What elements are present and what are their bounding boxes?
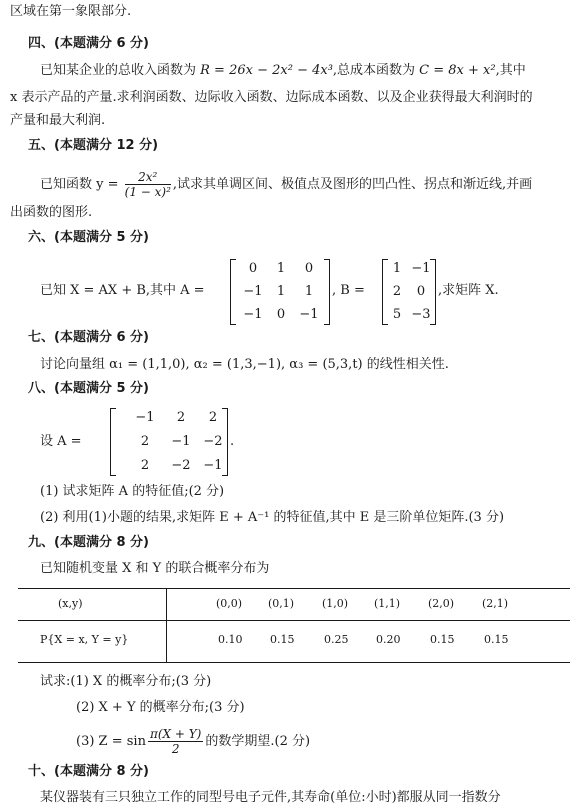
text-span: ,其中	[495, 63, 526, 78]
paragraph-line	[40, 170, 532, 200]
matrix-entry: 0	[248, 261, 258, 276]
equation-prefix: 设 A =	[40, 434, 82, 449]
text-line: 区域在第一象限部分.	[10, 4, 132, 19]
table-header-cell: (1,1)	[374, 597, 401, 610]
matrix-entry: 1	[392, 261, 402, 276]
table-header-cell: (2,1)	[482, 597, 509, 610]
text-span: ,总成本函数为	[332, 63, 420, 78]
paragraph-line: 已知随机变量 X 和 Y 的联合概率分布为	[40, 561, 270, 576]
question-item: (2) 利用(1)小题的结果,求矩阵 E + A⁻¹ 的特征值,其中 E 是三阶单位矩阵.(3 分)	[40, 510, 505, 525]
section-heading: 九、(本题满分 8 分)	[28, 535, 149, 550]
table-header-cell: (1,0)	[322, 597, 349, 610]
equation-mid: , B =	[332, 283, 365, 298]
text-span: 已知某企业的总收入函数为	[40, 63, 201, 78]
matrix-entry: −1	[243, 307, 263, 322]
equation-prefix: 已知 X = AX + B,其中 A =	[40, 283, 205, 298]
table-cell: 0.10	[218, 633, 243, 646]
matrix-entry: −1	[203, 458, 223, 473]
table-header-cell: (2,0)	[428, 597, 455, 610]
text-span: ,试求其单调区间、极值点及图形的凹凸性、拐点和渐近线,并画	[172, 177, 533, 192]
question-item: (2) X + Y 的概率分布;(3 分)	[76, 700, 245, 715]
matrix-entry: −1	[243, 284, 263, 299]
matrix-entry: 5	[392, 307, 402, 322]
matrix-entry: 2	[140, 458, 150, 473]
matrix-entry: −1	[171, 434, 191, 449]
text-span: 的数学期望.(2 分)	[205, 734, 311, 749]
table-cell: 0.25	[324, 633, 349, 646]
matrix-entry: 0	[304, 261, 314, 276]
matrix-B	[382, 259, 436, 325]
fraction	[125, 170, 171, 199]
fraction-denominator: (1 − x)²	[124, 185, 171, 199]
equation-suffix: .	[230, 434, 235, 449]
table-rule	[18, 588, 570, 589]
matrix-entry: −1	[411, 261, 431, 276]
matrix-entry: 1	[276, 261, 286, 276]
paragraph-line	[40, 63, 526, 79]
matrix-entry: 2	[176, 410, 186, 425]
table-header-cell: (0,1)	[268, 597, 295, 610]
matrix-entry: −1	[135, 410, 155, 425]
section-heading: 四、(本题满分 6 分)	[28, 36, 149, 51]
fraction	[148, 727, 203, 756]
paragraph-line: x 表示产品的产量.求利润函数、边际收入函数、边际成本函数、以及企业获得最大利润时的	[10, 90, 533, 105]
matrix-bracket	[324, 259, 330, 325]
matrix-entry: 2	[140, 434, 150, 449]
math-expression: R = 26x − 2x² − 4x³	[200, 63, 333, 78]
question-item: (1) 试求矩阵 A 的特征值;(2 分)	[40, 484, 225, 499]
matrix-entry: 2	[208, 410, 218, 425]
matrix-entry: −2	[171, 458, 191, 473]
paragraph-line: 出函数的图形.	[10, 205, 93, 220]
matrix-entry: 2	[392, 284, 402, 299]
matrix-entry: −1	[299, 307, 319, 322]
matrix-entry: 0	[276, 307, 286, 322]
matrix-bracket	[230, 259, 236, 325]
table-rule	[18, 662, 570, 663]
section-heading: 七、(本题满分 6 分)	[28, 330, 149, 345]
table-cell: 0.15	[484, 633, 509, 646]
matrix-entry: 1	[304, 284, 314, 299]
matrix-entry: −3	[411, 307, 431, 322]
math-expression: C = 8x + x²	[419, 63, 496, 78]
fraction-denominator: 2	[171, 742, 180, 756]
fraction-numerator: π(X + Y)	[149, 727, 202, 741]
question-item	[76, 727, 310, 757]
section-heading: 六、(本题满分 5 分)	[28, 230, 149, 245]
paragraph-line: 产量和最大利润.	[10, 113, 106, 128]
table-cell: 0.20	[376, 633, 401, 646]
matrix-A	[230, 259, 330, 325]
matrix-A	[110, 408, 228, 476]
matrix-entry: 1	[276, 284, 286, 299]
fraction-numerator: 2x²	[125, 170, 171, 185]
table-row-label: P{X = x, Y = y}	[40, 633, 129, 646]
text-span: 已知函数 y =	[40, 177, 123, 192]
table-rule	[18, 620, 570, 621]
table-header-label: (x,y)	[58, 597, 83, 610]
text-span: (3) Z = sin	[76, 734, 146, 749]
equation-suffix: ,求矩阵 X.	[438, 283, 499, 298]
paragraph-line: 某仪器装有三只独立工作的同型号电子元件,其寿命(单位:小时)都服从同一指数分	[40, 790, 501, 805]
question-item: 试求:(1) X 的概率分布;(3 分)	[40, 674, 212, 689]
section-heading: 十、(本题满分 8 分)	[28, 764, 149, 779]
table-cell: 0.15	[270, 633, 295, 646]
table-header-cell: (0,0)	[216, 597, 243, 610]
table-cell: 0.15	[430, 633, 455, 646]
table-rule	[166, 588, 167, 662]
matrix-bracket	[110, 408, 116, 476]
matrix-entry: −2	[203, 434, 223, 449]
section-heading: 五、(本题满分 12 分)	[28, 138, 159, 153]
paragraph-line: 讨论向量组 α₁ = (1,1,0), α₂ = (1,3,−1), α₃ = (5,3,t) 的线性相关性.	[40, 357, 449, 372]
matrix-entry: 0	[416, 284, 426, 299]
section-heading: 八、(本题满分 5 分)	[28, 381, 149, 396]
